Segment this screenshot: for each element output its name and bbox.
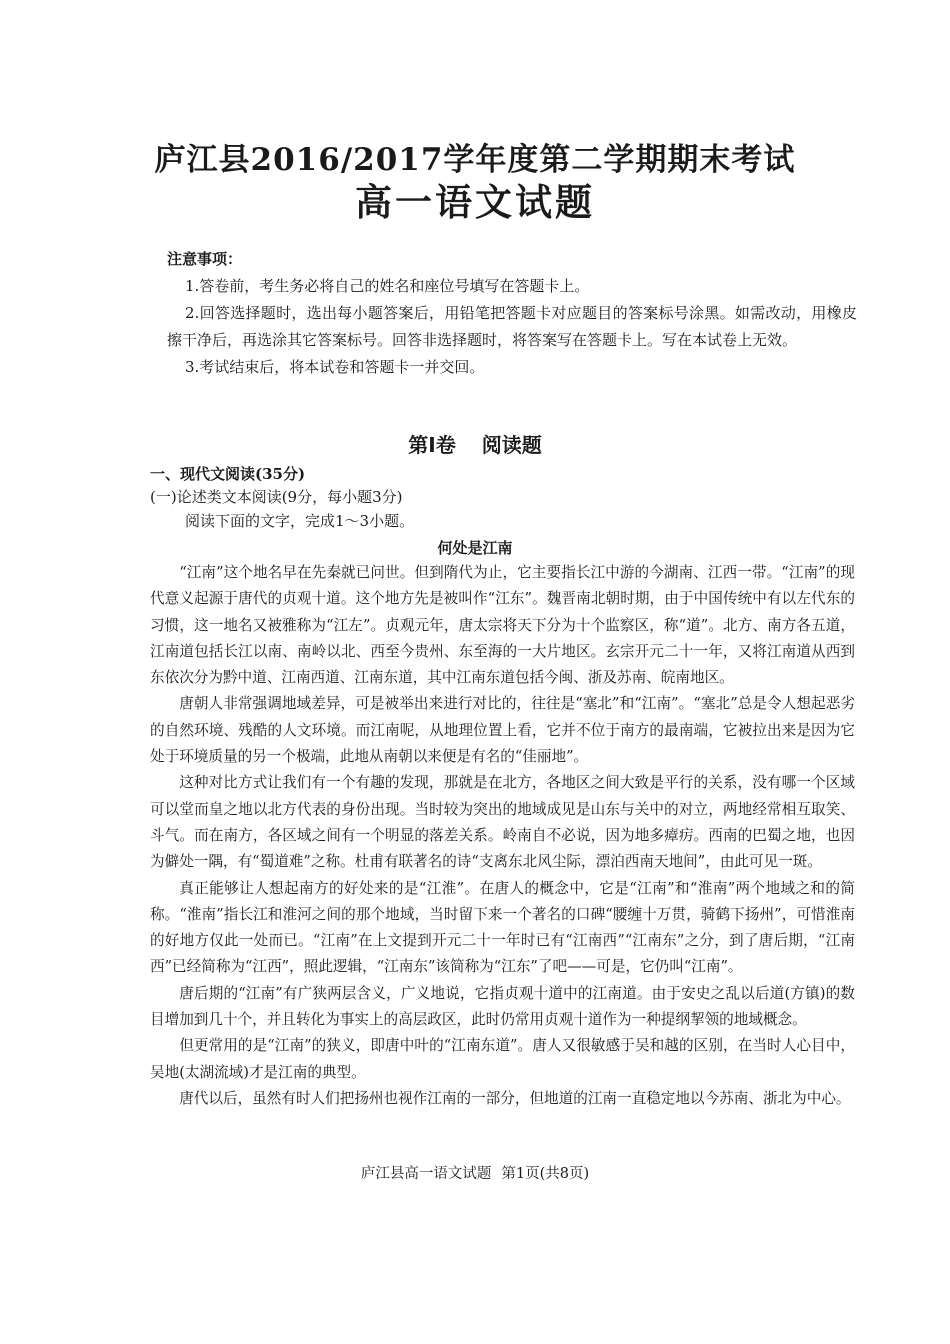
article-paragraph: 这种对比方式让我们有一个有趣的发现，那就是在北方，各地区之间大致是平行的关系，没有哪一个区域可以堂而皇之地以北方代表的身份出现。当时较为突出的地域成见是山东与关中的对立，两地经常相互取笑、斗气。而在南方，各区域之间有一个明显的落差关系。岭南自不必说，因为地多瘴疠。西南的巴蜀之地，也因为僻处一隅，有“蜀道难”之称。杜甫有联著名的诗“支离东北风尘际，漂泊西南天地间”，由此可见一斑。	[150, 774, 855, 871]
article-title: 何处是江南	[437, 539, 513, 557]
volume-name: 阅读题	[481, 433, 542, 457]
article-paragraph: “江南”这个地名早在先秦就已问世。但到隋代为止，它主要指长江中游的今湖南、江西一带。“江南”的现代意义起源于唐代的贞观十道。这个地方先是被叫作“江东”。魏晋南北朝时期，由于中国传统中有以左代东的习惯，这一地名又被雅称为“江左”。贞观元年，唐太宗将天下分为十个监察区，称“道”。北方、南方各五道，江南道包括长江以南、南岭以北、西至今贵州、东至海的一大片地区。玄宗开元二十一年，又将江南道从西到东依次分为黔中道、江南西道、江南东道，其中江南东道包括今闽、浙及苏南、皖南地区。	[150, 564, 855, 687]
article-paragraph: 唐代以后，虽然有时人们把扬州也视作江南的一部分，但地道的江南一直稳定地以今苏南、浙北为中心。	[179, 1089, 851, 1107]
notice-block	[167, 246, 857, 381]
volume-heading	[0, 430, 950, 460]
notice-item-3: 3.考试结束后，将本试卷和答题卡一并交回。	[185, 358, 485, 376]
page-footer	[0, 1163, 950, 1185]
exam-title: 庐江县2016/2017学年度第二学期期末考试	[154, 142, 796, 178]
article-paragraph: 唐后期的“江南”有广狭两层含义，广义地说，它指贞观十道中的江南道。由于安史之乱以后道(方镇)的数目增加到几十个，并且转化为事实上的高层政区，此时仍常用贞观十道作为一种提纲挈领的地域概念。	[150, 984, 855, 1029]
reading-instruction: 阅读下面的文字，完成1～3小题。	[185, 512, 415, 530]
article-paragraph: 真正能够让人想起南方的好处来的是“江淮”。在唐人的概念中，它是“江南”和“淮南”两个地域之和的简称。“淮南”指长江和淮河之间的那个地域，当时留下来一个著名的口碑“腰缠十万贯，骑鹤下扬州”，可惜淮南的好地方仅此一处而已。“江南”在上文提到开元二十一年时已有“江南西”“江南东”之分，到了唐后期，“江南西”已经简称为“江西”，照此逻辑，“江南东”该简称为“江东”了吧——可是，它仍叫“江南”。	[150, 879, 855, 976]
article-paragraph: 但更常用的是“江南”的狭义，即唐中叶的“江南东道”。唐人又很敏感于吴和越的区别，在当时人心目中，吴地(太湖流域)才是江南的典型。	[150, 1037, 855, 1081]
article-paragraph: 唐朝人非常强调地域差异，可是被举出来进行对比的，往往是“塞北”和“江南”。“塞北”总是令人想起恶劣的自然环境、残酷的人文环境。而江南呢，从地理位置上看，它并不位于南方的最南端，它被拉出来是因为它处于环境质量的另一个极端，此地从南朝以来便是有名的“佳丽地”。	[150, 695, 855, 766]
section-heading: 一、现代文阅读(35分)	[150, 465, 306, 483]
notice-heading: 注意事项：	[167, 250, 243, 268]
section-subheading: (一)论述类文本阅读(9分，每小题3分)	[150, 488, 403, 506]
article-body	[150, 560, 855, 1112]
footer-exam-name: 庐江县高一语文试题	[360, 1166, 492, 1182]
notice-item-1: 1.答卷前，考生务必将自己的姓名和座位号填写在答题卡上。	[185, 277, 590, 295]
footer-page-number: 第1页(共8页)	[501, 1166, 590, 1182]
volume-label: 第Ⅰ卷	[408, 433, 456, 457]
exam-subtitle: 高一语文试题	[355, 181, 595, 224]
notice-item-2: 2.回答选择题时，选出每小题答案后，用铅笔把答题卡对应题目的答案标号涂黑。如需改动，用橡皮擦干净后，再选涂其它答案标号。回答非选择题时，将答案写在答题卡上。写在本试卷上无效。	[167, 304, 857, 349]
